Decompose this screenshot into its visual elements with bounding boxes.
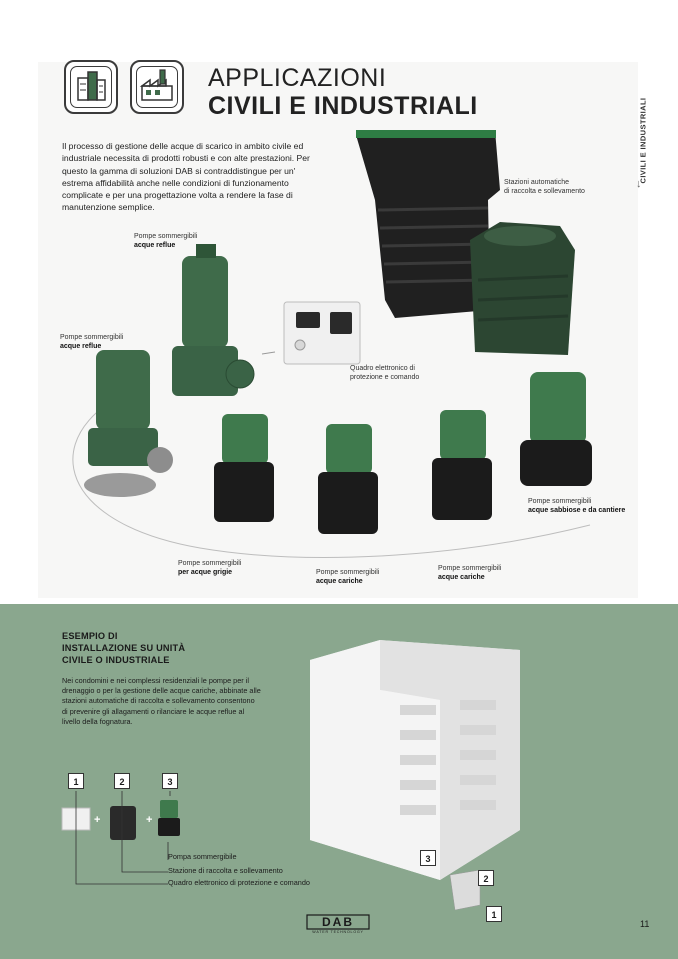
section-tab-label: CIVILI E INDUSTRIALI bbox=[638, 97, 648, 184]
caption-panel-line2: protezione e comando bbox=[350, 374, 420, 381]
caption-sand-line2: acque sabbiose e da cantiere bbox=[528, 507, 626, 514]
page-number: 11 bbox=[640, 919, 650, 929]
step-2-badge: 2 bbox=[114, 773, 130, 789]
example-paragraph: Nei condomini e nei complessi residenziali le pompe per il drenaggio o per la gestione delle acque cariche, abbinate alle stazioni automatiche di raccolta e sollevamento consentono di prevenire gli allagamenti o rilanciare le acque reflue al livello della fognatura. bbox=[62, 676, 261, 726]
arrow-down-icon: ↓ bbox=[636, 178, 642, 190]
caption-panel-line1: Quadro elettronico di bbox=[350, 365, 415, 372]
caption-pump-left-line2: acque reflue bbox=[60, 343, 102, 350]
caption-pump-left-line1: Pompe sommergibili bbox=[60, 334, 124, 341]
dab-logo bbox=[306, 914, 370, 936]
example-title-line3: CIVILE O INDUSTRIALE bbox=[62, 655, 170, 665]
building-step-1: 1 bbox=[486, 906, 502, 922]
plus-sign-2: + bbox=[146, 814, 153, 826]
pump-mini-top bbox=[160, 800, 178, 818]
caption-grey-line2: per acque grigie bbox=[178, 569, 233, 576]
caption-sand-line1: Pompe sommergibili bbox=[528, 498, 592, 505]
caption-pump-top-line1: Pompe sommergibili bbox=[134, 233, 198, 240]
legend-station: Stazione di raccolta e sollevamento bbox=[168, 866, 283, 875]
step-1-badge: 1 bbox=[68, 773, 84, 789]
caption-pump-top-line2: acque reflue bbox=[134, 242, 176, 249]
caption-loaded-1-line1: Pompe sommergibili bbox=[316, 569, 380, 576]
building-step-3: 3 bbox=[420, 850, 436, 866]
example-title-line1: ESEMPIO DI bbox=[62, 631, 118, 641]
caption-stations-line2: di raccolta e sollevamento bbox=[504, 188, 585, 195]
caption-loaded-2-line2: acque cariche bbox=[438, 574, 485, 581]
dab-logo-text: DAB bbox=[322, 915, 354, 929]
step-3-badge: 3 bbox=[162, 773, 178, 789]
caption-loaded-2-line1: Pompe sommergibili bbox=[438, 565, 502, 572]
pump-mini-base bbox=[158, 818, 180, 836]
caption-stations-line1: Stazioni automatiche bbox=[504, 179, 569, 186]
page-title-line2: CIVILI E INDUSTRIALI bbox=[208, 92, 478, 120]
legend-pump: Pompa sommergibile bbox=[168, 852, 237, 861]
caption-grey-line1: Pompe sommergibili bbox=[178, 560, 242, 567]
plus-sign-1: + bbox=[94, 814, 101, 826]
caption-loaded-1-line2: acque cariche bbox=[316, 578, 363, 585]
legend-panel: Quadro elettronico di protezione e comando bbox=[168, 878, 310, 887]
dab-logo-subtitle: WATER TECHNOLOGY bbox=[312, 930, 364, 934]
example-title-line2: INSTALLAZIONE SU UNITÀ bbox=[62, 643, 186, 653]
building-step-2: 2 bbox=[478, 870, 494, 886]
station-mini bbox=[110, 806, 136, 840]
page-title-line1: APPLICAZIONI bbox=[208, 64, 387, 92]
intro-paragraph: Il processo di gestione delle acque di scarico in ambito civile ed industriale necessita di prodotti robusti e con alte prestazioni. Per questo la gamma di soluzioni DAB si contraddistingue per un' estrema affidabilità anche nelle condizioni di funzionamento complicate e per una progettazione volta a rendere la fase di manutenzione semplice. bbox=[62, 141, 310, 213]
